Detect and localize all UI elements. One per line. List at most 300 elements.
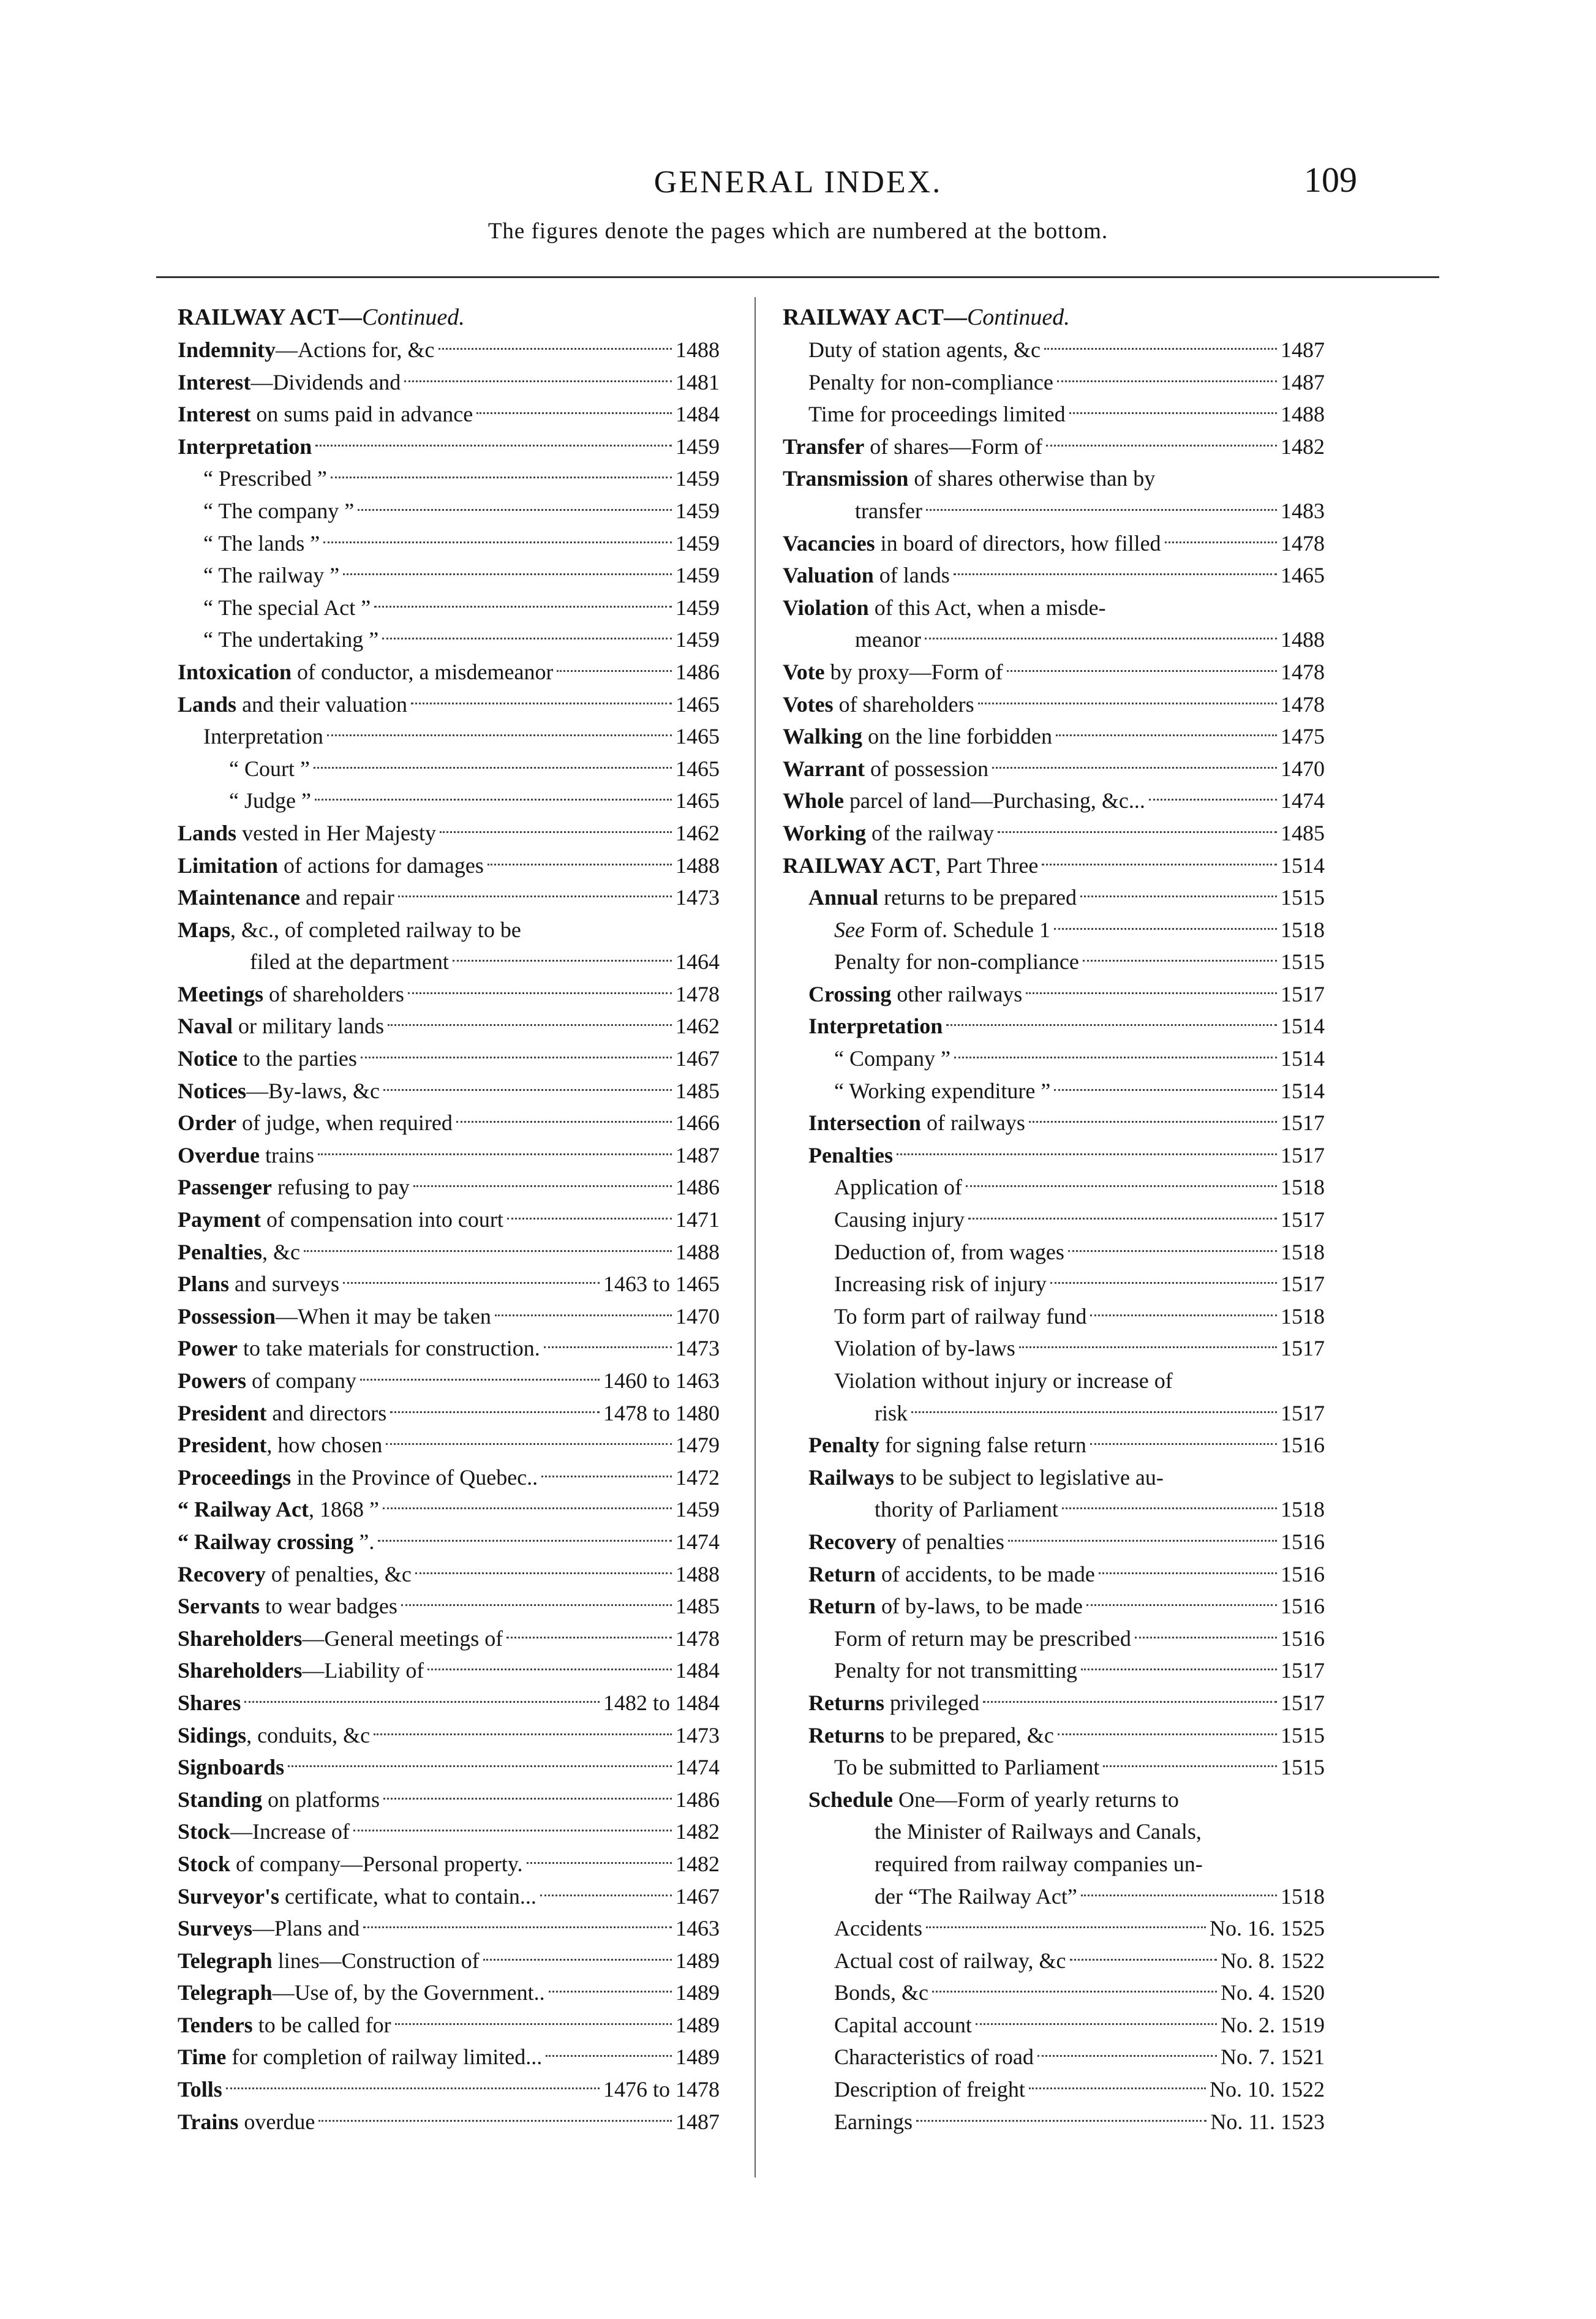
- entry-heading: Vote: [783, 659, 825, 684]
- dot-leader: [992, 767, 1277, 769]
- entry-text: [855, 624, 921, 656]
- entry-text: [203, 592, 371, 624]
- entry-page-ref: 1483: [1281, 498, 1325, 523]
- entry-page-ref: 1514: [1281, 1078, 1325, 1103]
- index-entry: [783, 946, 1325, 978]
- dot-leader: [315, 445, 672, 447]
- entry-description: to be subject to legislative au-: [894, 1465, 1164, 1490]
- entry-heading: Tolls: [178, 2077, 222, 2102]
- entry-description: by proxy—Form of: [824, 659, 1003, 684]
- entry-heading: Schedule: [808, 1787, 894, 1812]
- index-entry: [178, 753, 720, 785]
- entry-text: [178, 1719, 370, 1752]
- dot-leader: [244, 1701, 600, 1703]
- entry-description: “ The railway ”: [203, 563, 340, 588]
- entry-description: filed at the department: [250, 949, 449, 975]
- dot-leader: [1044, 348, 1277, 350]
- entry-page-ref: 1517: [1281, 1658, 1325, 1683]
- entry-text: [808, 398, 1066, 431]
- entry-description: Capital account: [834, 2012, 972, 2037]
- entry-page-ref: 1516: [1281, 1626, 1325, 1651]
- index-entry: [178, 431, 720, 463]
- index-entry: [178, 1332, 720, 1365]
- entry-page-ref: 1459: [676, 1497, 720, 1522]
- entry-description: Violation without injury or increase of: [834, 1368, 1173, 1393]
- entry-text: [834, 1623, 1131, 1655]
- dot-leader: [440, 831, 672, 833]
- entry-page-ref: 1488: [676, 1561, 720, 1586]
- index-entry: [178, 1268, 720, 1300]
- entry-text: [178, 1526, 374, 1558]
- entry-description: —Liability of: [302, 1658, 424, 1683]
- entry-page-ref: 1517: [1281, 1110, 1325, 1136]
- entry-description: trains: [259, 1142, 314, 1167]
- entry-heading: Possession: [178, 1303, 276, 1329]
- entry-page-ref: 1486: [676, 659, 720, 684]
- entry-description: —Dividends and: [250, 369, 401, 394]
- entry-text: [178, 1623, 503, 1655]
- dot-leader: [374, 606, 672, 608]
- entry-text: [808, 881, 1077, 914]
- entry-description: Increasing risk of injury: [834, 1272, 1047, 1297]
- entry-heading: Naval: [178, 1014, 233, 1039]
- dot-leader: [1054, 928, 1277, 930]
- index-entry: [783, 720, 1325, 753]
- entry-text: [203, 720, 323, 753]
- dot-leader: [395, 2023, 672, 2025]
- dot-leader: [318, 1153, 672, 1155]
- heading-text: RAILWAY ACT—: [783, 304, 967, 330]
- entry-text: [178, 2106, 315, 2138]
- entry-heading: Surveys: [178, 1916, 253, 1941]
- entry-page-ref: 1517: [1281, 1207, 1325, 1232]
- entry-text: [875, 1880, 1077, 1913]
- entry-text: [808, 1010, 943, 1043]
- entry-text: [834, 1075, 1050, 1107]
- index-entry: [783, 1816, 1325, 1848]
- entry-page-ref: 1516: [1281, 1529, 1325, 1554]
- dot-leader: [916, 2120, 1206, 2122]
- entry-description: —By-laws, &c: [246, 1078, 380, 1103]
- right-column-heading: [783, 301, 1325, 333]
- index-entry: [783, 1623, 1325, 1655]
- entry-page-ref: 1463 to 1465: [603, 1272, 720, 1297]
- entry-description: of by-laws, to be made: [876, 1594, 1083, 1619]
- index-entry: [178, 1429, 720, 1461]
- entry-heading: Recovery: [178, 1561, 266, 1586]
- index-entry: [783, 1429, 1325, 1461]
- entry-heading: Votes: [783, 692, 834, 717]
- entry-page-ref: 1459: [676, 595, 720, 620]
- entry-heading: Warrant: [783, 756, 865, 781]
- entry-page-ref: No. 4. 1520: [1221, 1980, 1325, 2005]
- entry-page-ref: 1478: [1281, 659, 1325, 684]
- index-entry: [783, 1880, 1325, 1913]
- entry-heading: Stock: [178, 1851, 231, 1876]
- dot-leader: [1050, 1282, 1277, 1284]
- index-entry: [178, 559, 720, 592]
- index-entry: [178, 1010, 720, 1043]
- entry-page-ref: 1474: [676, 1529, 720, 1554]
- entry-description: Accidents: [834, 1916, 922, 1941]
- entry-page-ref: 1488: [676, 1239, 720, 1264]
- entry-text: [808, 1719, 1054, 1752]
- index-entry: [783, 1848, 1325, 1880]
- dot-leader: [966, 1185, 1277, 1187]
- index-entry: [783, 527, 1325, 560]
- entry-text: [203, 462, 327, 495]
- entry-heading: Maps: [178, 917, 231, 942]
- entry-description: and surveys: [229, 1272, 339, 1297]
- entry-description: privileged: [884, 1690, 979, 1715]
- entry-description: of shareholders: [263, 981, 404, 1006]
- entry-description: of shares—Form of: [864, 434, 1043, 459]
- entry-heading: Returns: [808, 1690, 884, 1715]
- dot-leader: [998, 831, 1277, 833]
- entry-description: Duty of station agents, &c: [808, 337, 1041, 362]
- entry-description: parcel of land—Purchasing, &c...: [844, 788, 1145, 813]
- entry-heading: Walking: [783, 724, 863, 749]
- index-entry: [783, 1654, 1325, 1687]
- entry-page-ref: 1487: [676, 2109, 720, 2134]
- entry-text: [808, 1107, 1025, 1139]
- entry-page-ref: 1489: [676, 2045, 720, 2070]
- entry-text: [178, 1107, 453, 1139]
- entry-text: [178, 398, 473, 431]
- index-entry: [178, 817, 720, 850]
- entry-text: [834, 1945, 1066, 1977]
- index-entry: [783, 1526, 1325, 1558]
- entry-description: of company—Personal property.: [230, 1851, 523, 1876]
- index-entry: [178, 1816, 720, 1848]
- entry-text: [834, 914, 1050, 946]
- entry-description: —Use of, by the Government..: [272, 1980, 545, 2005]
- entry-heading: Crossing: [808, 981, 892, 1006]
- entry-description: required from railway companies un-: [875, 1851, 1203, 1876]
- entry-description: of this Act, when a misde-: [868, 595, 1106, 620]
- index-entry: [783, 1590, 1325, 1623]
- dot-leader: [476, 412, 672, 414]
- entry-text: [203, 495, 354, 527]
- entry-description: and their valuation: [236, 692, 407, 717]
- entry-heading: Time: [178, 2045, 227, 2070]
- entry-page-ref: 1515: [1281, 1722, 1325, 1748]
- entry-page-ref: 1482: [676, 1851, 720, 1876]
- entry-page-ref: 1479: [676, 1433, 720, 1458]
- entry-text: [808, 1558, 1095, 1591]
- entry-text: [178, 1429, 382, 1461]
- index-entry: [783, 1397, 1325, 1430]
- entry-description: to take materials for construction.: [237, 1336, 540, 1361]
- entry-text: [783, 462, 1155, 495]
- entry-text: [808, 366, 1053, 399]
- entry-text: [178, 1558, 412, 1591]
- index-entry: [783, 2041, 1325, 2073]
- entry-page-ref: 1474: [676, 1755, 720, 1780]
- entry-text: [178, 1654, 424, 1687]
- entry-description: thority of Parliament: [875, 1497, 1058, 1522]
- entry-page-ref: 1516: [1281, 1433, 1325, 1458]
- dot-leader: [978, 703, 1277, 704]
- entry-description: vested in Her Majesty: [236, 820, 436, 845]
- page-number: 109: [1304, 160, 1357, 200]
- entry-heading: Vacancies: [783, 530, 875, 556]
- entry-description: of penalties: [896, 1529, 1004, 1554]
- entry-text: [178, 688, 407, 721]
- entry-text: [178, 1784, 380, 1816]
- index-entry: [783, 1139, 1325, 1172]
- index-entry: [783, 2106, 1325, 2138]
- entry-heading: Surveyor's: [178, 1883, 279, 1909]
- header-rule: [156, 276, 1439, 278]
- entry-heading: Shareholders: [178, 1658, 303, 1683]
- entry-page-ref: No. 2. 1519: [1221, 2012, 1325, 2037]
- entry-heading: Limitation: [178, 853, 279, 878]
- dot-leader: [415, 1572, 672, 1574]
- entry-description: of possession: [864, 756, 988, 781]
- dot-leader: [413, 1185, 672, 1187]
- index-entry: [178, 2041, 720, 2073]
- entry-description: of the railway: [866, 820, 994, 845]
- index-entry: [178, 2073, 720, 2106]
- page-title: GENERAL INDEX.: [653, 165, 943, 200]
- entry-text: [178, 1461, 538, 1494]
- entry-heading: Payment: [178, 1207, 261, 1232]
- entry-text: [834, 1977, 928, 2009]
- entry-heading: Penalties: [808, 1142, 893, 1167]
- entry-page-ref: 1459: [676, 498, 720, 523]
- dot-leader: [1007, 670, 1277, 672]
- entry-heading: Power: [178, 1336, 238, 1361]
- entry-description: , conduits, &c: [246, 1722, 371, 1748]
- index-entry: [783, 1171, 1325, 1204]
- entry-description: in board of directors, how filled: [875, 530, 1161, 556]
- dot-leader: [1042, 864, 1277, 865]
- dot-leader: [323, 541, 672, 543]
- dot-leader: [1058, 1733, 1277, 1735]
- dot-leader: [363, 1926, 672, 1928]
- entry-description: lines—Construction of: [272, 1948, 480, 1973]
- entry-heading: Stock: [178, 1819, 231, 1844]
- dot-leader: [353, 1830, 672, 1831]
- column-divider: [755, 297, 756, 2178]
- entry-description: , how chosen: [266, 1433, 383, 1458]
- entry-text: [178, 1139, 314, 1172]
- entry-description: —Plans and: [252, 1916, 360, 1941]
- entry-description: “ Prescribed ”: [203, 466, 327, 491]
- index-entry: [178, 946, 720, 978]
- entry-page-ref: 1464: [676, 949, 720, 975]
- entry-heading: RAILWAY ACT: [783, 853, 936, 878]
- dot-leader: [968, 1218, 1277, 1220]
- entry-text: [783, 817, 994, 850]
- entry-description: “ Judge ”: [229, 788, 311, 813]
- entry-page-ref: 1484: [676, 402, 720, 427]
- entry-heading: Servants: [178, 1594, 260, 1619]
- dot-leader: [288, 1765, 672, 1767]
- entry-description: , &c., of completed railway to be: [230, 917, 521, 942]
- entry-page-ref: 1482: [1281, 434, 1325, 459]
- entry-page-ref: 1487: [1281, 369, 1325, 394]
- entry-heading: Shareholders: [178, 1626, 303, 1651]
- entry-text: [178, 1204, 503, 1236]
- entry-page-ref: 1459: [676, 434, 720, 459]
- dot-leader: [1008, 1540, 1277, 1542]
- entry-page-ref: 1463: [676, 1916, 720, 1941]
- dot-leader: [911, 1411, 1277, 1413]
- entry-page-ref: 1514: [1281, 1014, 1325, 1039]
- index-entry: [783, 1300, 1325, 1333]
- dot-leader: [926, 509, 1277, 511]
- entry-text: [178, 1687, 241, 1719]
- index-entry: [783, 431, 1325, 463]
- entry-text: [178, 1816, 350, 1848]
- entry-page-ref: 1473: [676, 1722, 720, 1748]
- entry-text: [834, 1043, 950, 1075]
- entry-page-ref: 1517: [1281, 1142, 1325, 1167]
- dot-leader: [483, 1959, 672, 1961]
- entry-description: of lands: [873, 563, 950, 588]
- dot-leader: [549, 1991, 672, 1993]
- entry-page-ref: 1465: [676, 692, 720, 717]
- entry-description: on sums paid in advance: [250, 402, 473, 427]
- index-entry: [783, 1268, 1325, 1300]
- entry-description: of accidents, to be made: [876, 1561, 1095, 1586]
- dot-leader: [925, 638, 1277, 639]
- entry-page-ref: 1484: [676, 1658, 720, 1683]
- entry-description: Causing injury: [834, 1207, 965, 1232]
- dot-leader: [1019, 1346, 1277, 1348]
- entry-text: [178, 1977, 545, 2009]
- entry-description: Penalty for non-compliance: [808, 369, 1053, 394]
- entry-text: [178, 1848, 523, 1880]
- index-entry: [783, 462, 1325, 495]
- entry-page-ref: 1478 to 1480: [603, 1400, 720, 1425]
- entry-heading: Standing: [178, 1787, 263, 1812]
- entry-description: —Increase of: [230, 1819, 350, 1844]
- entry-description: of compensation into court: [260, 1207, 503, 1232]
- entry-description: to wear badges: [260, 1594, 397, 1619]
- entry-page-ref: No. 8. 1522: [1221, 1948, 1325, 1973]
- index-entry: [178, 1075, 720, 1107]
- index-entry: [783, 2073, 1325, 2106]
- entry-page-ref: 1465: [676, 724, 720, 749]
- entry-text: [178, 656, 553, 688]
- entry-heading: Powers: [178, 1368, 246, 1393]
- entry-heading: Penalties: [178, 1239, 262, 1264]
- index-entry: [783, 817, 1325, 850]
- index-entry: [783, 334, 1325, 366]
- heading-text: RAILWAY ACT—: [178, 304, 362, 330]
- entry-text: [875, 1397, 908, 1430]
- entry-text: [783, 527, 1161, 560]
- entry-heading: Annual: [808, 885, 879, 910]
- entry-text: [178, 1236, 300, 1269]
- entry-page-ref: 1478: [676, 981, 720, 1006]
- entry-description: Actual cost of railway, &c: [834, 1948, 1066, 1973]
- index-entry: [783, 1977, 1325, 2009]
- entry-description: Interpretation: [203, 724, 323, 749]
- entry-page-ref: 1478: [1281, 692, 1325, 717]
- entry-description: “ The lands ”: [203, 530, 320, 556]
- entry-description: “ Court ”: [229, 756, 310, 781]
- entry-description: returns to be prepared: [878, 885, 1077, 910]
- entry-description: for signing false return: [879, 1433, 1086, 1458]
- entry-description: —Actions for, &c: [276, 337, 435, 362]
- entry-page-ref: 1467: [676, 1883, 720, 1909]
- index-entry: [783, 366, 1325, 399]
- entry-page-ref: 1518: [1281, 1175, 1325, 1200]
- entry-text: [203, 527, 320, 560]
- entry-heading: Meetings: [178, 981, 263, 1006]
- left-index-column: [178, 301, 720, 2138]
- entry-page-ref: 1489: [676, 1948, 720, 1973]
- entry-text: [783, 592, 1106, 624]
- entry-description: risk: [875, 1400, 908, 1425]
- index-entry: [783, 624, 1325, 656]
- entry-heading: Trains: [178, 2109, 239, 2134]
- dot-leader: [1081, 1669, 1277, 1670]
- index-entry: [783, 592, 1325, 624]
- entry-description: of shareholders: [833, 692, 974, 717]
- index-entry: [178, 881, 720, 914]
- entry-page-ref: 1486: [676, 1787, 720, 1812]
- entry-heading: President: [178, 1400, 267, 1425]
- dot-leader: [1090, 1443, 1277, 1445]
- entry-text: [808, 1590, 1083, 1623]
- entry-page-ref: 1476 to 1478: [603, 2077, 720, 2102]
- entry-description: Characteristics of road: [834, 2045, 1034, 2070]
- dot-leader: [361, 1057, 672, 1058]
- entry-page-ref: 1518: [1281, 1303, 1325, 1329]
- dot-leader: [304, 1250, 672, 1252]
- entry-page-ref: 1517: [1281, 1690, 1325, 1715]
- entry-page-ref: 1488: [1281, 627, 1325, 652]
- entry-text: [808, 1429, 1086, 1461]
- entry-page-ref: 1517: [1281, 981, 1325, 1006]
- dot-leader: [1029, 2087, 1206, 2089]
- index-entry: [178, 1654, 720, 1687]
- entry-description: Earnings: [834, 2109, 913, 2134]
- entry-description: To be submitted to Parliament: [834, 1755, 1100, 1780]
- dot-leader: [495, 1314, 672, 1316]
- entry-text: [834, 2073, 1025, 2106]
- entry-heading: Passenger: [178, 1175, 272, 1200]
- index-entry: [178, 1848, 720, 1880]
- entry-heading: Overdue: [178, 1142, 260, 1167]
- entry-page-ref: 1462: [676, 1014, 720, 1039]
- index-entry: [178, 1365, 720, 1397]
- entry-text: [834, 1751, 1099, 1784]
- entry-description: der “The Railway Act”: [875, 1883, 1077, 1909]
- entry-page-ref: 1481: [676, 369, 720, 394]
- entry-text: [178, 1332, 540, 1365]
- dot-leader: [1037, 2055, 1217, 2057]
- entry-page-ref: 1518: [1281, 1239, 1325, 1264]
- dot-leader: [544, 1346, 672, 1348]
- entry-page-ref: 1485: [1281, 820, 1325, 845]
- index-entry: [178, 914, 720, 946]
- entry-description: Deduction of, from wages: [834, 1239, 1064, 1264]
- entry-text: [834, 1268, 1047, 1300]
- entry-heading: Telegraph: [178, 1980, 273, 2005]
- dot-leader: [932, 1991, 1217, 1993]
- index-entry: [178, 1204, 720, 1236]
- entry-heading: Lands: [178, 692, 237, 717]
- index-entry: [783, 1236, 1325, 1269]
- index-entry: [178, 398, 720, 431]
- entry-page-ref: 1465: [676, 756, 720, 781]
